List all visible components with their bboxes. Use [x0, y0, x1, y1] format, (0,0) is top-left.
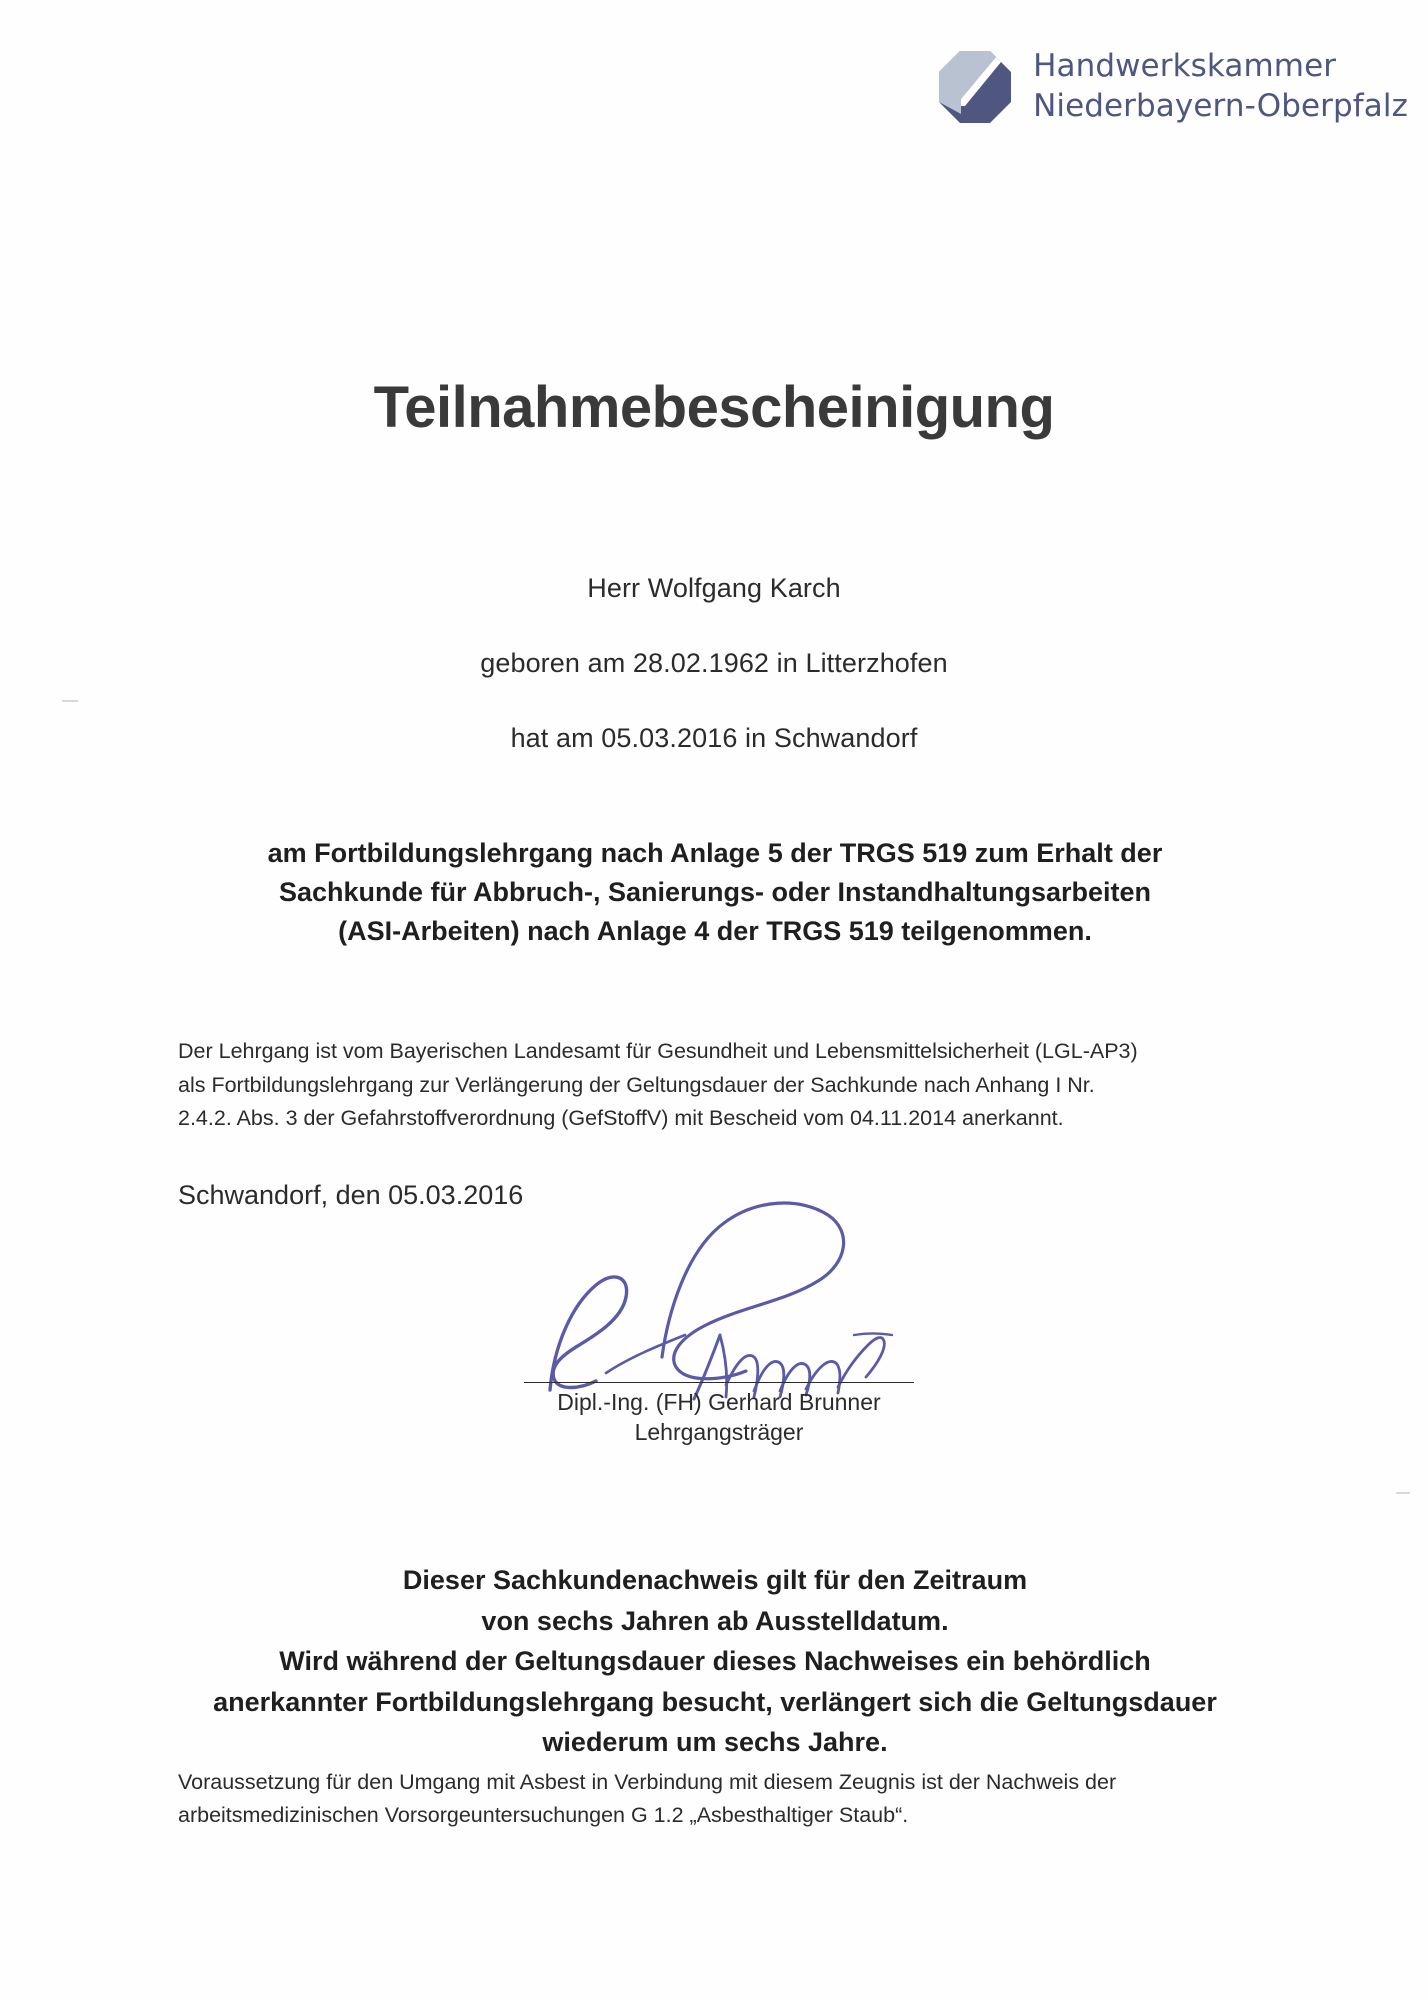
scan-artifact-left [62, 700, 78, 702]
organization-line-2: Niederbayern-Oberpfalz [1033, 87, 1408, 124]
footnote-note [178, 1766, 1268, 1833]
signatory-name: Dipl.-Ing. (FH) Gerhard Brunner [557, 1389, 881, 1415]
recipient-event: hat am 05.03.2016 in Schwandorf [510, 723, 918, 753]
signature-rule [524, 1382, 914, 1383]
signature-caption [434, 1388, 1004, 1448]
signatory-role: Lehrgangsträger [634, 1418, 804, 1445]
recipient-details [0, 573, 1428, 754]
course-line-2: Sachkunde für Abbruch-, Sanierungs- oder Instandhaltungsarbeiten [278, 877, 1152, 908]
validity-line-4: anerkannter Fortbildungslehrgang besucht, verlängert sich die Geltungsdauer [213, 1686, 1217, 1717]
regulatory-line-1: Der Lehrgang ist vom Bayerischen Landesamt für Gesundheit und Lebensmittelsicherheit (LGL-AP3) [178, 1039, 1138, 1063]
footnote-line-1: Voraussetzung für den Umgang mit Asbest in Verbindung mit diesem Zeugnis ist der Nachweis der [178, 1770, 1117, 1794]
regulatory-line-2: als Fortbildungslehrgang zur Verlängerung der Geltungsdauer der Sachkunde nach Anhang I Nr. [178, 1072, 1095, 1097]
document-header [939, 48, 1408, 126]
page-title: Teilnahmebescheinigung [373, 375, 1055, 440]
recipient-birth: geboren am 28.02.1962 in Litterzhofen [480, 648, 948, 678]
course-line-3: (ASI-Arbeiten) nach Anlage 4 der TRGS 519 teilgenommen. [338, 916, 1092, 947]
regulatory-line-3: 2.4.2. Abs. 3 der Gefahrstoffverordnung (GefStoffV) mit Bescheid vom 04.11.2014 anerkannt. [178, 1106, 1064, 1131]
course-line-1: am Fortbildungslehrgang nach Anlage 5 der TRGS 519 zum Erhalt der [267, 838, 1163, 868]
validity-statement [150, 1560, 1280, 1763]
organization-name [1033, 48, 1408, 126]
signature-place-date: Schwandorf, den 05.03.2016 [178, 1180, 524, 1210]
handwerkskammer-octagon-logo-icon [939, 51, 1011, 123]
recipient-name: Herr Wolfgang Karch [587, 573, 841, 603]
regulatory-note [178, 1035, 1268, 1136]
scan-artifact-right [1396, 1492, 1410, 1494]
validity-line-5: wiederum um sechs Jahre. [542, 1727, 888, 1757]
validity-line-1: Dieser Sachkundenachweis gilt für den Zeitraum [402, 1565, 1028, 1595]
validity-line-2: von sechs Jahren ab Ausstelldatum. [481, 1605, 949, 1636]
footnote-line-2: arbeitsmedizinischen Vorsorgeuntersuchungen G 1.2 „Asbesthaltiger Staub“. [178, 1803, 909, 1828]
course-description [170, 834, 1260, 951]
validity-line-3: Wird während der Geltungsdauer dieses Nachweises ein behördlich [279, 1646, 1151, 1676]
organization-line-1: Handwerkskammer [1033, 48, 1337, 84]
